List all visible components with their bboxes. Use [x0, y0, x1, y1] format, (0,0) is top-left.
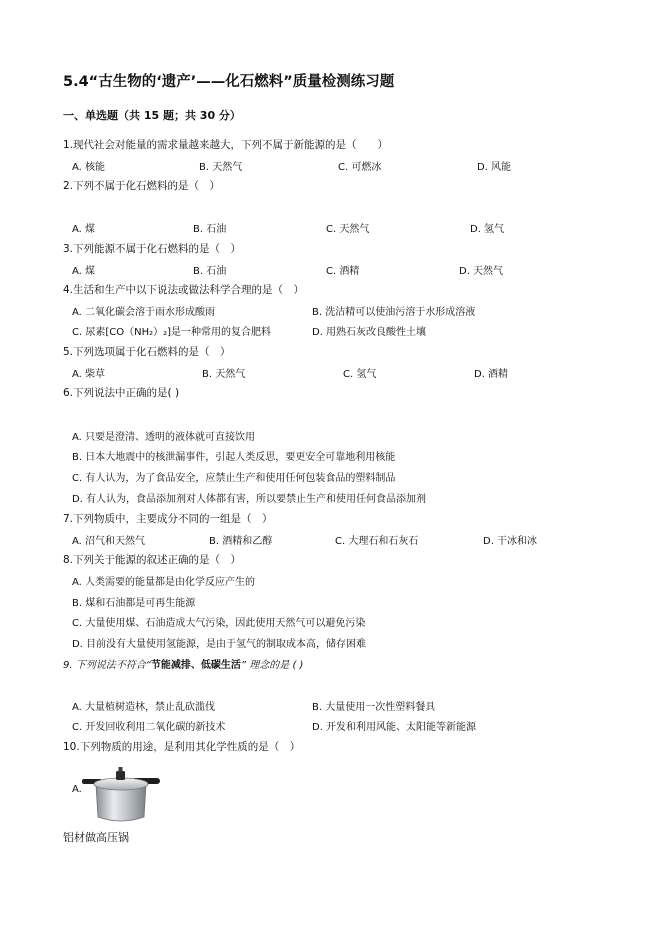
pressure-cooker-image: [82, 765, 160, 825]
q3-option-d: D. 天然气: [459, 266, 504, 277]
q2-option-d: D. 氢气: [470, 224, 505, 235]
question-7: 7.下列物质中，主要成分不同的一组是（ ）: [63, 513, 273, 525]
question-6: 6.下列说法中正确的是( ): [63, 387, 180, 399]
q7-option-a: A. 沼气和天然气: [72, 536, 146, 547]
pot-valve: [116, 771, 125, 780]
question-9: [63, 656, 303, 671]
q9-stem-suffix: ” 理念的是 ( ): [240, 660, 304, 671]
q9-stem-prefix: 9. 下列说法不符合“: [63, 660, 151, 671]
q1-option-a: A. 核能: [72, 162, 106, 173]
q5-option-c: C. 氢气: [343, 369, 377, 380]
q9-stem-emphasis: 节能减排、低碳生活: [150, 660, 241, 671]
q10-option-a: A.: [72, 784, 82, 795]
q6-option-a: A. 只要是澄清、透明的液体就可直接饮用: [72, 432, 256, 443]
q4-option-b: B. 洗洁精可以使油污溶于水形成溶液: [312, 307, 476, 318]
question-2: 2.下列不属于化石燃料的是（ ）: [63, 180, 221, 192]
q8-option-a: A. 人类需要的能量都是由化学反应产生的: [72, 577, 256, 588]
q6-option-d: D. 有人认为，食品添加剂对人体都有害，所以要禁止生产和使用任何食品添加剂: [72, 494, 427, 505]
q5-option-a: A. 柴草: [72, 369, 106, 380]
q2-option-a: A. 煤: [72, 224, 96, 235]
q5-option-d: D. 酒精: [474, 369, 509, 380]
q9-option-a: A. 大量植树造林，禁止乱砍滥伐: [72, 702, 216, 713]
q7-option-d: D. 干冰和冰: [483, 536, 538, 547]
question-4: 4.生活和生产中以下说法或做法科学合理的是（ ）: [63, 284, 305, 296]
q4-option-d: D. 用熟石灰改良酸性土壤: [312, 327, 427, 338]
q3-option-b: B. 石油: [193, 266, 227, 277]
q2-option-b: B. 石油: [193, 224, 227, 235]
q9-option-c: C. 开发回收利用二氧化碳的新技术: [72, 722, 226, 733]
q1-option-b: B. 天然气: [199, 162, 243, 173]
pot-body: [96, 785, 146, 821]
question-8: 8.下列关于能源的叙述正确的是（ ）: [63, 554, 242, 566]
q3-option-a: A. 煤: [72, 266, 96, 277]
q9-option-b: B. 大量使用一次性塑料餐具: [312, 702, 436, 713]
q1-option-c: C. 可燃冰: [338, 162, 382, 173]
q5-option-b: B. 天然气: [202, 369, 246, 380]
q7-option-b: B. 酒精和乙醇: [209, 536, 273, 547]
question-1: 1.现代社会对能量的需求量越来越大，下列不属于新能源的是（ ）: [63, 139, 389, 151]
q7-option-c: C. 大理石和石灰石: [335, 536, 419, 547]
q10-option-a-caption: 铝材做高压锅: [63, 831, 129, 844]
question-10: 10.下列物质的用途，是利用其化学性质的是（ ）: [63, 741, 301, 753]
q8-option-b: B. 煤和石油都是可再生能源: [72, 598, 196, 609]
q8-option-c: C. 大量使用煤、石油造成大气污染，因此使用天然气可以避免污染: [72, 618, 366, 629]
q4-option-a: A. 二氧化碳会溶于雨水形成酸雨: [72, 307, 216, 318]
q8-option-d: D. 目前没有大量使用氢能源，是由于氢气的制取成本高，储存困难: [72, 639, 367, 650]
section-heading: 一、单选题（共 15 题；共 30 分）: [63, 109, 241, 122]
question-5: 5.下列选项属于化石燃料的是（ ）: [63, 346, 231, 358]
q2-option-c: C. 天然气: [326, 224, 370, 235]
page-title: 5.4“古生物的‘遗产’——化石燃料”质量检测练习题: [63, 74, 395, 90]
q3-option-c: C. 酒精: [326, 266, 360, 277]
pot-valve-top: [119, 767, 123, 772]
q6-option-c: C. 有人认为，为了食品安全，应禁止生产和使用任何包装食品的塑料制品: [72, 473, 396, 484]
question-3: 3.下列能源不属于化石燃料的是（ ）: [63, 243, 242, 255]
q4-option-c: C. 尿素[CO（NH₂）₂]是一种常用的复合肥料: [72, 327, 272, 338]
q9-option-d: D. 开发和利用风能、太阳能等新能源: [312, 722, 477, 733]
q6-option-b: B. 日本大地震中的核泄漏事件，引起人类反思，要更安全可靠地利用核能: [72, 452, 396, 463]
q1-option-d: D. 风能: [477, 162, 512, 173]
